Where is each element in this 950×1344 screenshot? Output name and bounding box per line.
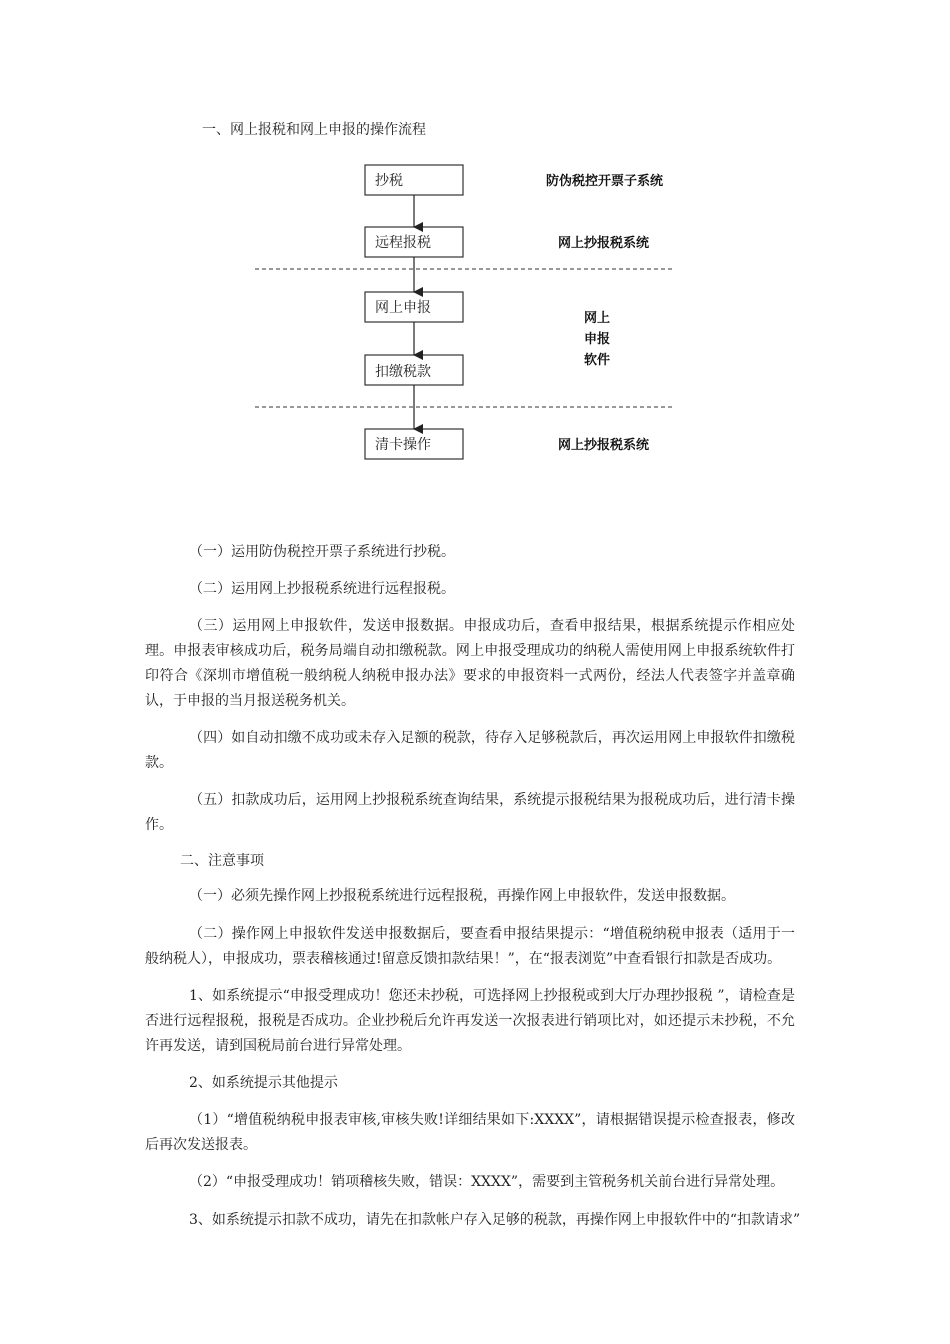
svg-text:扣缴税款: 扣缴税款 [375,364,431,380]
note-item-2-1: （1）“增值税纳税申报表审核,审核失败!详细结果如下:XXXX”，请根据错误提示检查报表，修改后再次发送报表。 [145,1112,795,1153]
system-label-online-tax-2: 网上抄报税系统 [558,438,650,453]
section1-title: 一、网上报税和网上申报的操作流程 [202,122,426,138]
note-item-3: 3、如系统提示扣款不成功，请先在扣款帐户存入足够的税款，再操作网上申报软件中的“扣款请求” [189,1212,801,1228]
svg-text:远程报税: 远程报税 [375,235,431,251]
note-paragraph-1: （一）必须先操作网上抄报税系统进行远程报税，再操作网上申报软件，发送申报数据。 [189,888,735,904]
flowchart [0,0,950,480]
note-item-2-2: （2）“申报受理成功！销项稽核失败，错误：XXXX”，需要到主管税务机关前台进行异常处理。 [189,1174,785,1190]
svg-text:网上申报: 网上申报 [375,300,431,316]
flow-step-remote-tax [365,227,463,257]
system-label-declare-line1: 网上 [584,311,611,326]
step-paragraph-4: （四）如自动扣缴不成功或未存入足额的税款，待存入足够税款后，再次运用网上申报软件扣缴税款。 [145,730,795,771]
flow-step-deduct-tax [365,355,463,385]
flow-step-copy-tax [365,165,463,195]
system-label-online-tax: 网上抄报税系统 [558,236,650,251]
step-paragraph-2: （二）运用网上抄报税系统进行远程报税。 [189,581,455,597]
step-paragraph-1: （一）运用防伪税控开票子系统进行抄税。 [189,544,455,560]
svg-text:抄税: 抄税 [375,173,403,189]
svg-text:清卡操作: 清卡操作 [375,437,431,453]
note-item-2: 2、如系统提示其他提示 [189,1075,338,1091]
section2-title: 二、注意事项 [180,853,264,869]
system-label-declare-line3: 软件 [584,353,611,368]
system-label-declare-line2: 申报 [584,332,611,347]
note-item-1: 1、如系统提示“申报受理成功！您还未抄税，可选择网上抄报税或到大厅办理抄报税 ”，请检查是否进行远程报税，报税是否成功。企业抄税后允许再发送一次报表进行销项比对，如还提示未抄税，不允许再发送，请到国税局前台进行异常处理。 [145,988,795,1054]
flow-step-online-declare [365,292,463,322]
note-paragraph-2: （二）操作网上申报软件发送申报数据后，要查看申报结果提示：“增值税纳税申报表（适用于一般纳税人），申报成功，票表稽核通过!留意反馈扣款结果！”，在“报表浏览”中查看银行扣款是否成功。 [145,926,795,967]
step-paragraph-5: （五）扣款成功后，运用网上抄报税系统查询结果，系统提示报税结果为报税成功后，进行清卡操作。 [145,792,795,833]
system-label-anti-fake: 防伪税控开票子系统 [546,174,664,189]
step-paragraph-3: （三）运用网上申报软件，发送申报数据。申报成功后，查看申报结果，根据系统提示作相应处理。申报表审核成功后，税务局端自动扣缴税款。网上申报受理成功的纳税人需使用网上申报系统软件打印符合《深圳市增值税一般纳税人纳税申报办法》要求的申报资料一式两份，经法人代表签字并盖章确认，于申报的当月报送税务机关。 [145,618,795,709]
flow-step-clear-card [365,429,463,459]
